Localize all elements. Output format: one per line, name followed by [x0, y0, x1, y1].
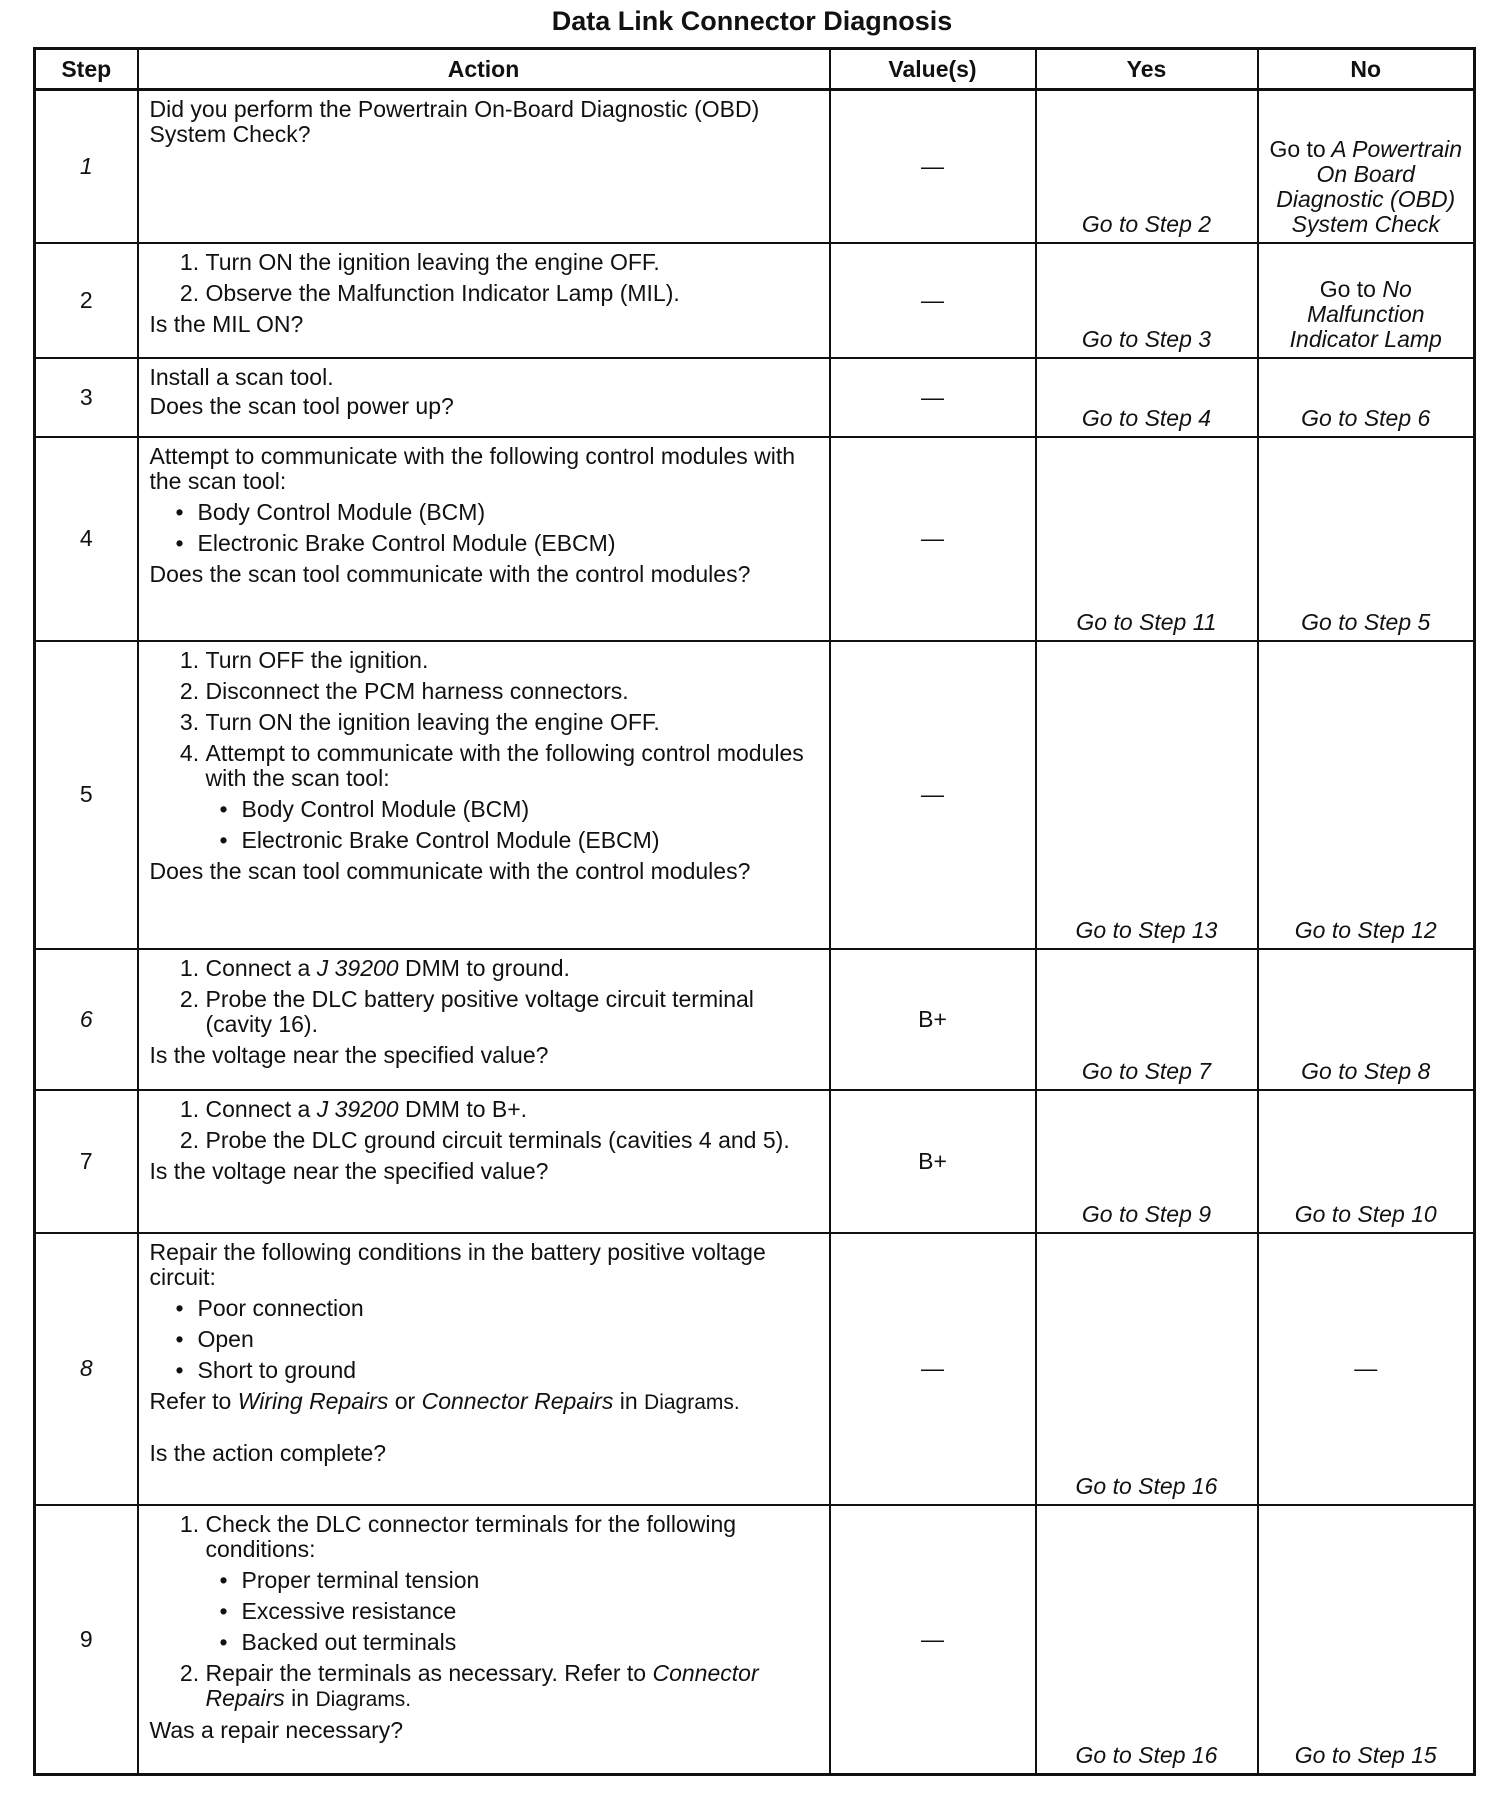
action-step: 1. Turn ON the ignition leaving the engine OFF.	[206, 250, 819, 275]
no-link[interactable]: A Powertrain On Board Diagnostic (OBD) System Check	[1276, 135, 1463, 237]
bullet-item: • Body Control Module (BCM)	[242, 797, 819, 822]
table-row	[35, 1505, 1475, 1775]
no-cell: Go to Step 6	[1258, 358, 1475, 437]
value-cell: —	[830, 1233, 1036, 1505]
refer-pre: Refer to	[149, 1387, 232, 1414]
diagnosis-table	[33, 47, 1476, 1776]
action-question: Is the MIL ON?	[149, 310, 304, 337]
table-row	[35, 641, 1475, 949]
action-cell	[138, 437, 830, 641]
wiring-repairs-link[interactable]: Wiring Repairs	[237, 1387, 389, 1414]
action-question: Does the scan tool power up?	[149, 392, 454, 419]
bullet-item: • Backed out terminals	[242, 1630, 819, 1655]
step-number: 2	[35, 243, 138, 358]
action-question: Does the scan tool communicate with the control modules?	[149, 857, 751, 884]
action-cell	[138, 243, 830, 358]
refer-doc: Diagrams.	[315, 1687, 412, 1711]
no-cell	[1258, 243, 1475, 358]
table-row	[35, 1233, 1475, 1505]
tool-name: J 39200	[316, 954, 399, 981]
action-step-text: Check the DLC connector terminals for the following conditions:	[205, 1510, 737, 1562]
action-step	[206, 741, 819, 853]
step-text-pre: Connect a	[205, 954, 311, 981]
action-steps	[150, 250, 819, 306]
action-step	[206, 956, 819, 981]
action-text: Repair the following conditions in the battery positive voltage circuit:	[149, 1238, 766, 1290]
action-question: Is the voltage near the specified value?	[149, 1041, 549, 1068]
action-cell	[138, 641, 830, 949]
action-step: 2. Disconnect the PCM harness connectors.	[206, 679, 819, 704]
value-cell: B+	[830, 949, 1036, 1090]
step-number: 1	[35, 90, 138, 243]
action-step: 3. Turn ON the ignition leaving the engine OFF.	[206, 710, 819, 735]
value-cell: —	[830, 1505, 1036, 1775]
bullet-item: • Open	[198, 1327, 819, 1352]
page-title: Data Link Connector Diagnosis	[551, 6, 953, 36]
action-bullets	[150, 500, 819, 556]
yes-cell: Go to Step 16	[1036, 1505, 1258, 1775]
action-cell	[138, 90, 830, 243]
yes-cell: Go to Step 2	[1036, 90, 1258, 243]
action-bullets	[150, 1296, 819, 1383]
step-number: 4	[35, 437, 138, 641]
action-text: Install a scan tool.	[149, 363, 334, 390]
step-text-post: DMM to B+.	[405, 1095, 528, 1122]
bullet-item: • Body Control Module (BCM)	[198, 500, 819, 525]
value-cell: B+	[830, 1090, 1036, 1233]
yes-cell: Go to Step 4	[1036, 358, 1258, 437]
value-cell: —	[830, 243, 1036, 358]
no-link[interactable]: No Malfunction Indicator Lamp	[1289, 275, 1442, 352]
value-cell: —	[830, 90, 1036, 243]
header-yes: Yes	[1036, 49, 1258, 90]
yes-cell: Go to Step 13	[1036, 641, 1258, 949]
bullet-item: • Proper terminal tension	[242, 1568, 819, 1593]
action-question: Is the voltage near the specified value?	[149, 1157, 549, 1184]
action-text: Did you perform the Powertrain On-Board Diagnostic (OBD) System Check?	[149, 96, 760, 147]
yes-cell: Go to Step 9	[1036, 1090, 1258, 1233]
yes-cell: Go to Step 3	[1036, 243, 1258, 358]
action-cell	[138, 949, 830, 1090]
step-number: 3	[35, 358, 138, 437]
step-number: 8	[35, 1233, 138, 1505]
step-text-post: DMM to ground.	[405, 954, 570, 981]
yes-cell: Go to Step 11	[1036, 437, 1258, 641]
header-no: No	[1258, 49, 1475, 90]
header-action: Action	[138, 49, 830, 90]
step-number: 6	[35, 949, 138, 1090]
action-text: Attempt to communicate with the following control modules with the scan tool:	[149, 442, 796, 494]
table-row	[35, 243, 1475, 358]
no-prefix: Go to	[1269, 135, 1326, 162]
action-question: Was a repair necessary?	[149, 1716, 404, 1743]
action-step: 2. Probe the DLC ground circuit terminals (cavities 4 and 5).	[206, 1128, 819, 1153]
no-cell: Go to Step 5	[1258, 437, 1475, 641]
bullet-item: • Electronic Brake Control Module (EBCM)	[198, 531, 819, 556]
tool-name: J 39200	[316, 1095, 399, 1122]
bullet-item: • Poor connection	[198, 1296, 819, 1321]
value-cell: —	[830, 641, 1036, 949]
table-row	[35, 358, 1475, 437]
action-step-text: Attempt to communicate with the following control modules with the scan tool:	[205, 739, 804, 791]
step-number: 5	[35, 641, 138, 949]
action-step	[206, 1097, 819, 1122]
action-steps	[150, 1512, 819, 1712]
no-prefix: Go to	[1319, 275, 1376, 302]
no-cell: Go to Step 10	[1258, 1090, 1475, 1233]
bullet-item: • Electronic Brake Control Module (EBCM)	[242, 828, 819, 853]
step-text-pre: Connect a	[205, 1095, 311, 1122]
table-row	[35, 949, 1475, 1090]
action-steps	[150, 1097, 819, 1153]
no-cell	[1258, 90, 1475, 243]
bullet-item: • Short to ground	[198, 1358, 819, 1383]
action-question: Is the action complete?	[149, 1439, 387, 1466]
table-row	[35, 1090, 1475, 1233]
no-cell: —	[1258, 1233, 1475, 1505]
action-step: 2. Observe the Malfunction Indicator Lamp (MIL).	[206, 281, 819, 306]
value-cell: —	[830, 358, 1036, 437]
step-text-pre: Repair the terminals as necessary. Refer to	[205, 1659, 647, 1686]
table-row	[35, 90, 1475, 243]
refer-doc: Diagrams.	[644, 1390, 740, 1414]
action-steps	[150, 648, 819, 853]
no-cell: Go to Step 12	[1258, 641, 1475, 949]
yes-cell: Go to Step 7	[1036, 949, 1258, 1090]
connector-repairs-link[interactable]: Connector Repairs	[421, 1387, 614, 1414]
action-step: 1. Turn OFF the ignition.	[206, 648, 819, 673]
no-cell: Go to Step 8	[1258, 949, 1475, 1090]
yes-cell: Go to Step 16	[1036, 1233, 1258, 1505]
action-cell	[138, 1233, 830, 1505]
action-step: 2. Probe the DLC battery positive voltage circuit terminal (cavity 16).	[206, 987, 819, 1037]
refer-line	[150, 1389, 819, 1415]
refer-post: in	[619, 1387, 638, 1414]
step-text-post: in	[291, 1684, 310, 1711]
action-cell	[138, 1090, 830, 1233]
bullet-item: • Excessive resistance	[242, 1599, 819, 1624]
action-cell	[138, 1505, 830, 1775]
action-sub-bullets	[206, 1568, 819, 1655]
connector-repairs-link[interactable]: Connector Repairs	[205, 1659, 759, 1711]
header-step: Step	[35, 49, 138, 90]
action-steps	[150, 956, 819, 1037]
action-step	[206, 1661, 819, 1712]
header-values: Value(s)	[830, 49, 1036, 90]
action-question: Does the scan tool communicate with the control modules?	[149, 560, 751, 587]
header-row	[35, 49, 1475, 90]
table-row	[35, 437, 1475, 641]
step-number: 7	[35, 1090, 138, 1233]
action-step	[206, 1512, 819, 1655]
refer-mid: or	[394, 1387, 416, 1414]
value-cell: —	[830, 437, 1036, 641]
action-sub-bullets	[206, 797, 819, 853]
action-cell	[138, 358, 830, 437]
step-number: 9	[35, 1505, 138, 1775]
no-cell: Go to Step 15	[1258, 1505, 1475, 1775]
